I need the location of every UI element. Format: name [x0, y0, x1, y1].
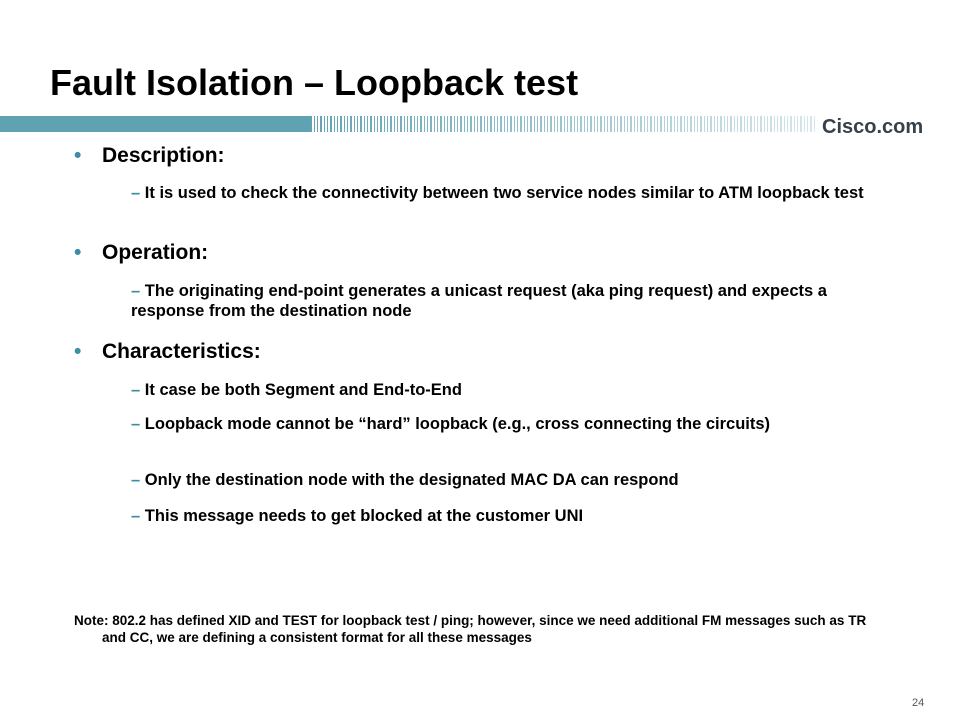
sub-item	[131, 380, 901, 400]
bullet-dot-icon: •	[74, 241, 82, 264]
bullet-description	[74, 144, 225, 168]
bullet-heading: Operation:	[102, 241, 209, 264]
sub-item-text: It case be both Segment and End-to-End	[144, 381, 462, 399]
sub-item	[131, 183, 901, 203]
page-number: 24	[912, 697, 925, 709]
cisco-logo: Cisco.com	[822, 116, 924, 138]
sub-item	[131, 281, 901, 321]
sub-item-text: It is used to check the connectivity between two service nodes similar to ATM loopback test	[144, 184, 864, 202]
dash-icon: –	[131, 415, 141, 433]
sub-item	[131, 506, 901, 526]
dash-icon: –	[131, 507, 141, 525]
sub-item-text: The originating end-point generates a unicast request (aka ping request) and expects a response from the destination node	[131, 282, 827, 320]
dash-icon: –	[131, 282, 141, 300]
dash-icon: –	[131, 381, 141, 399]
bullet-operation	[74, 241, 208, 265]
footnote: Note: 802.2 has defined XID and TEST for loopback test / ping; however, since we need additional FM messages such as TR and CC, we are defining a consistent format for all these messages	[74, 613, 867, 645]
bullet-dot-icon: •	[74, 144, 82, 167]
slide-title: Fault Isolation – Loopback test	[50, 62, 579, 103]
bullet-characteristics	[74, 340, 261, 364]
sub-item-text: This message needs to get blocked at the customer UNI	[144, 507, 584, 525]
sub-item-text: Loopback mode cannot be “hard” loopback (e.g., cross connecting the circuits)	[144, 415, 771, 433]
dash-icon: –	[131, 184, 141, 202]
dash-icon: –	[131, 471, 141, 489]
sub-item-text: Only the destination node with the designated MAC DA can respond	[144, 471, 679, 489]
bullet-heading: Characteristics:	[102, 340, 261, 363]
sub-item	[131, 470, 901, 490]
bullet-dot-icon: •	[74, 340, 82, 363]
sub-item	[131, 414, 901, 434]
bullet-heading: Description:	[102, 144, 225, 167]
